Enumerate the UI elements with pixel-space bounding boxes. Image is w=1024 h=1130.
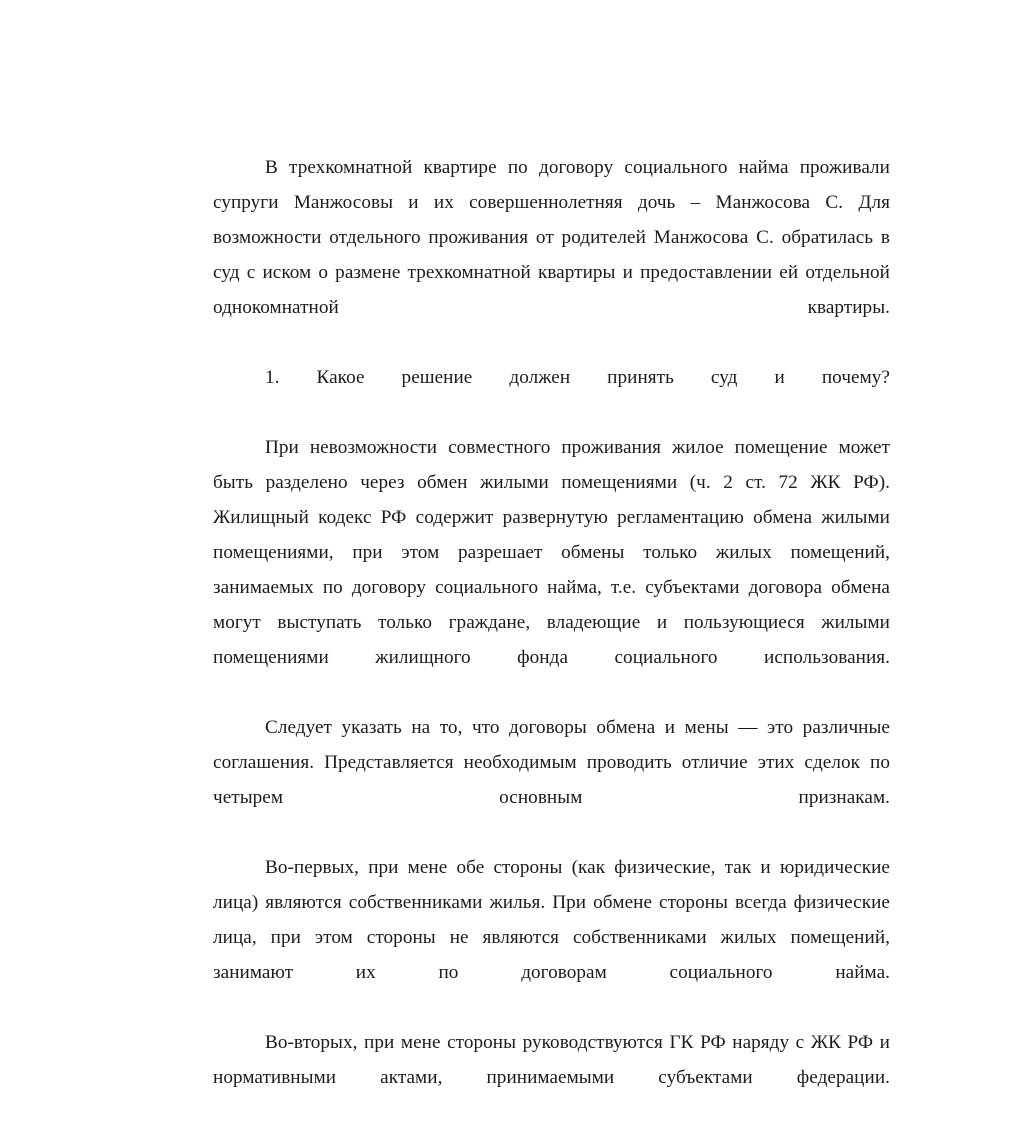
paragraph-question-1: 1. Какое решение должен принять суд и почему? — [265, 367, 890, 388]
paragraph-distinction-first: Во-первых, при мене обе стороны (как физические, так и юридические лица) являются собственниками жилья. При обмене стороны всегда физические лица, при этом стороны не являются собственниками жилых помещений, занимают их по договорам социального найма. — [213, 857, 890, 983]
paragraph-distinction-second: Во-вторых, при мене стороны руководствуются ГК РФ наряду с ЖК РФ и нормативными актами, принимаемыми субъектами федерации. — [213, 1032, 890, 1088]
document-text-block — [213, 150, 890, 1130]
paragraph-distinction-intro: Следует указать на то, что договоры обмена и мены — это различные соглашения. Представляется необходимым проводить отличие этих сделок по четырем основным признакам. — [213, 717, 890, 808]
paragraph-case-facts: В трехкомнатной квартире по договору социального найма проживали супруги Манжосовы и их совершеннолетняя дочь – Манжосова С. Для возможности отдельного проживания от родителей Манжосова С. обратилась в суд с иском о размене трехкомнатной квартиры и предоставлении ей отдельной однокомнатной квартиры. — [213, 157, 890, 318]
paragraph-answer-legal-basis: При невозможности совместного проживания жилое помещение может быть разделено через обмен жилыми помещениями (ч. 2 ст. 72 ЖК РФ). Жилищный кодекс РФ содержит развернутую регламентацию обмена жилыми помещениями, при этом разрешает обмены только жилых помещений, занимаемых по договору социального найма, т.е. субъектами договора обмена могут выступать только граждане, владеющие и пользующиеся жилыми помещениями жилищного фонда социального использования. — [213, 437, 890, 668]
